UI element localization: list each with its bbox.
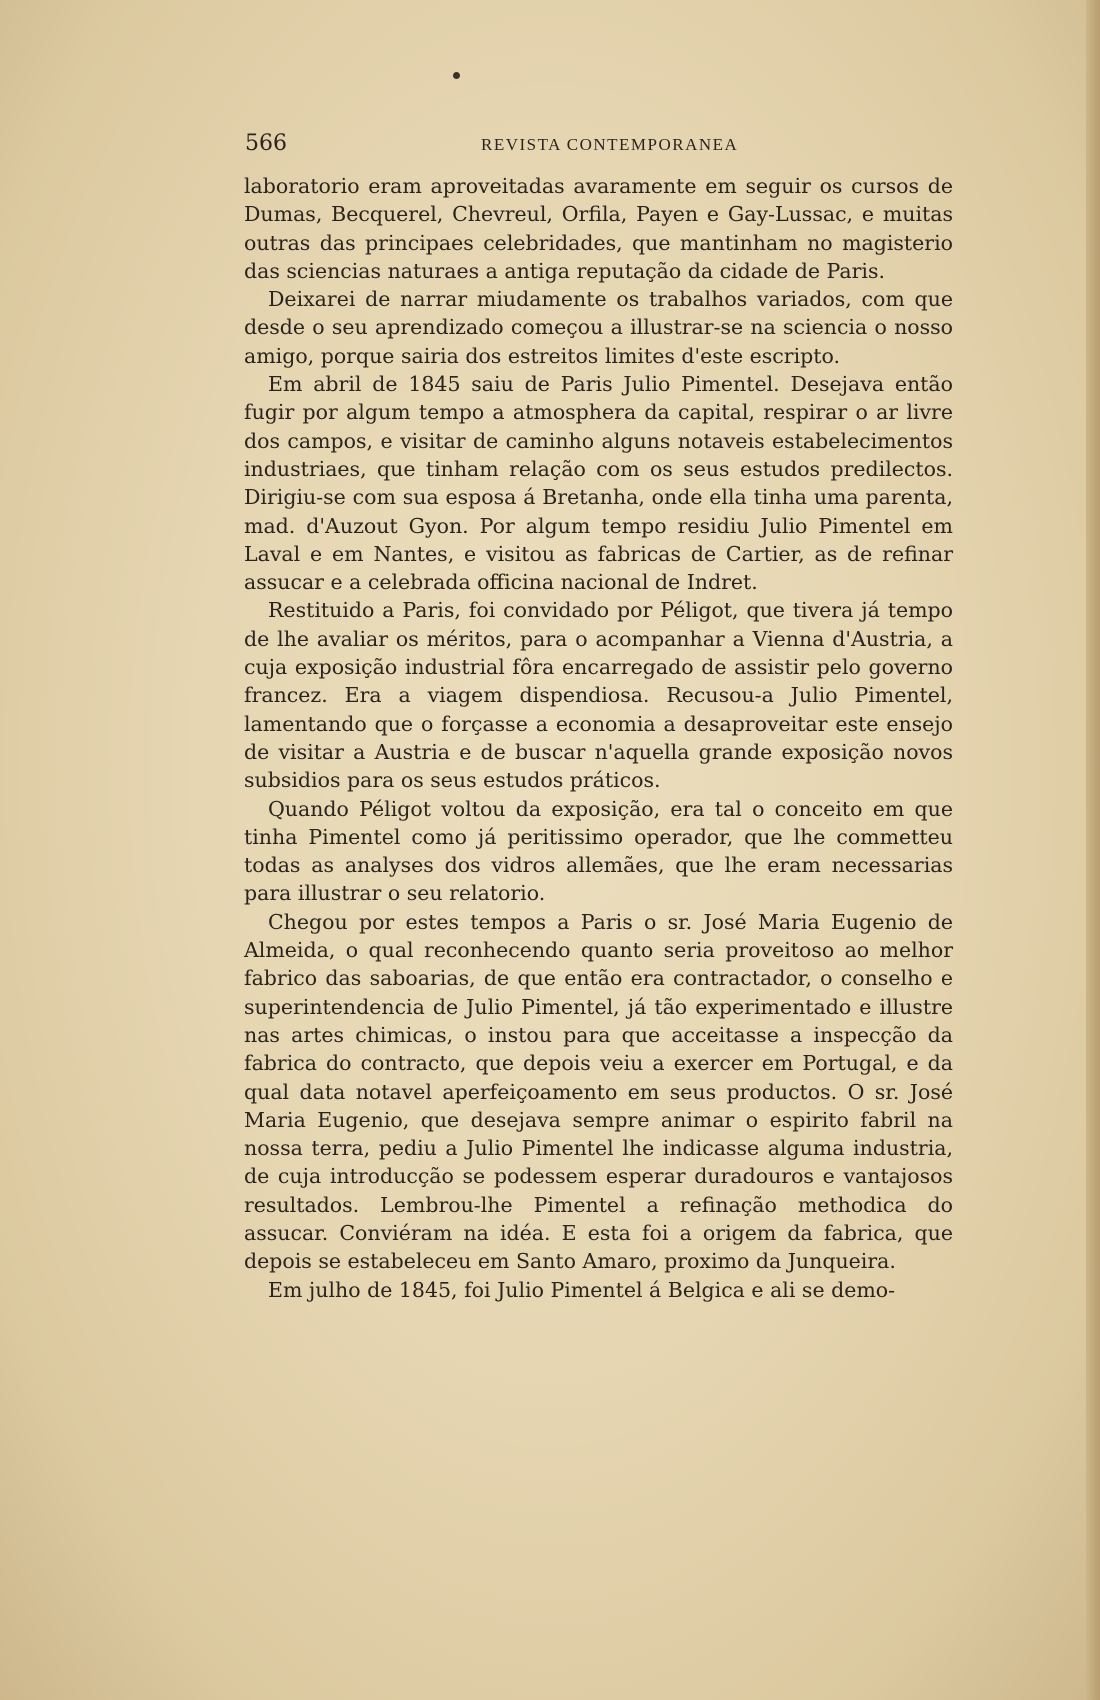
paragraph: Chegou por estes tempos a Paris o sr. José Maria Eugenio de Almeida, o qual reconhecendo quanto seria proveitoso ao melhor fabrico das saboarias, de que então era contractador, o conselho e superintendencia de Julio Pimentel, já tão experimentado e illustre nas artes chimicas, o instou para que acceitasse a inspecção da fabrica do contracto, que depois veiu a exercer em Portugal, e da qual data notavel aperfeiçoamento em seus productos. O sr. José Maria Eugenio, que desejava sempre animar o espirito fabril na nossa terra, pediu a Julio Pimentel lhe indicasse alguma industria, de cuja introducção se podessem esperar duradouros e vantajosos resultados. Lembrou-lhe Pimentel a refinação methodica do assucar. Conviéram na idéa. E esta foi a origem da fabrica, que depois se estabeleceu em Santo Amaro, proximo da Junqueira. — [244, 909, 953, 1274]
page-edge — [1086, 0, 1100, 1700]
body-text — [244, 172, 953, 1304]
paragraph: laboratorio eram aproveitadas avaramente em seguir os cursos de Dumas, Becquerel, Chevreul, Orfila, Payen e Gay-Lussac, e muitas outras das principaes celebridades, que mantinham no magisterio das sciencias naturaes a antiga reputação da cidade de Paris. — [244, 174, 953, 283]
paragraph: Restituido a Paris, foi convidado por Péligot, que tivera já tempo de lhe avaliar os méritos, para o acompanhar a Vienna d'Austria, a cuja exposição industrial fôra encarregado de assistir pelo governo francez. Era a viagem dispendiosa. Recusou-a Julio Pimentel, lamentando que o forçasse a economia a desaproveitar este ensejo de visitar a Austria e de buscar n'aquella grande exposição novos subsidios para os seus estudos práticos. — [244, 598, 953, 793]
paragraph: Em julho de 1845, foi Julio Pimentel á Belgica e ali se demo- — [268, 1277, 896, 1302]
paragraph: Em abril de 1845 saiu de Paris Julio Pimentel. Desejava então fugir por algum tempo a atmosphera da capital, respirar o ar livre dos campos, e visitar de caminho alguns notaveis estabelecimentos industriaes, que tinham relação com os seus estudos predilectos. Dirigiu-se com sua esposa á Bretanha, onde ella tinha uma parenta, mad. d'Auzout Gyon. Por algum tempo residiu Julio Pimentel em Laval e em Nantes, e visitou as fabricas de Cartier, as de refinar assucar e a celebrada officina nacional de Indret. — [244, 372, 953, 595]
paragraph: Deixarei de narrar miudamente os trabalhos variados, com que desde o seu aprendizado começou a illustrar-se na sciencia o nosso amigo, porque sairia dos estreitos limites d'este escripto. — [244, 287, 953, 368]
page-number: 566 — [245, 131, 287, 156]
ink-dot — [453, 72, 460, 79]
paragraph: Quando Péligot voltou da exposição, era tal o conceito em que tinha Pimentel como já peritissimo operador, que lhe commetteu todas as analyses dos vidros allemães, que lhe eram necessarias para illustrar o seu relatorio. — [244, 796, 953, 906]
running-title: REVISTA CONTEMPORANEA — [481, 135, 739, 154]
running-head — [245, 131, 953, 161]
